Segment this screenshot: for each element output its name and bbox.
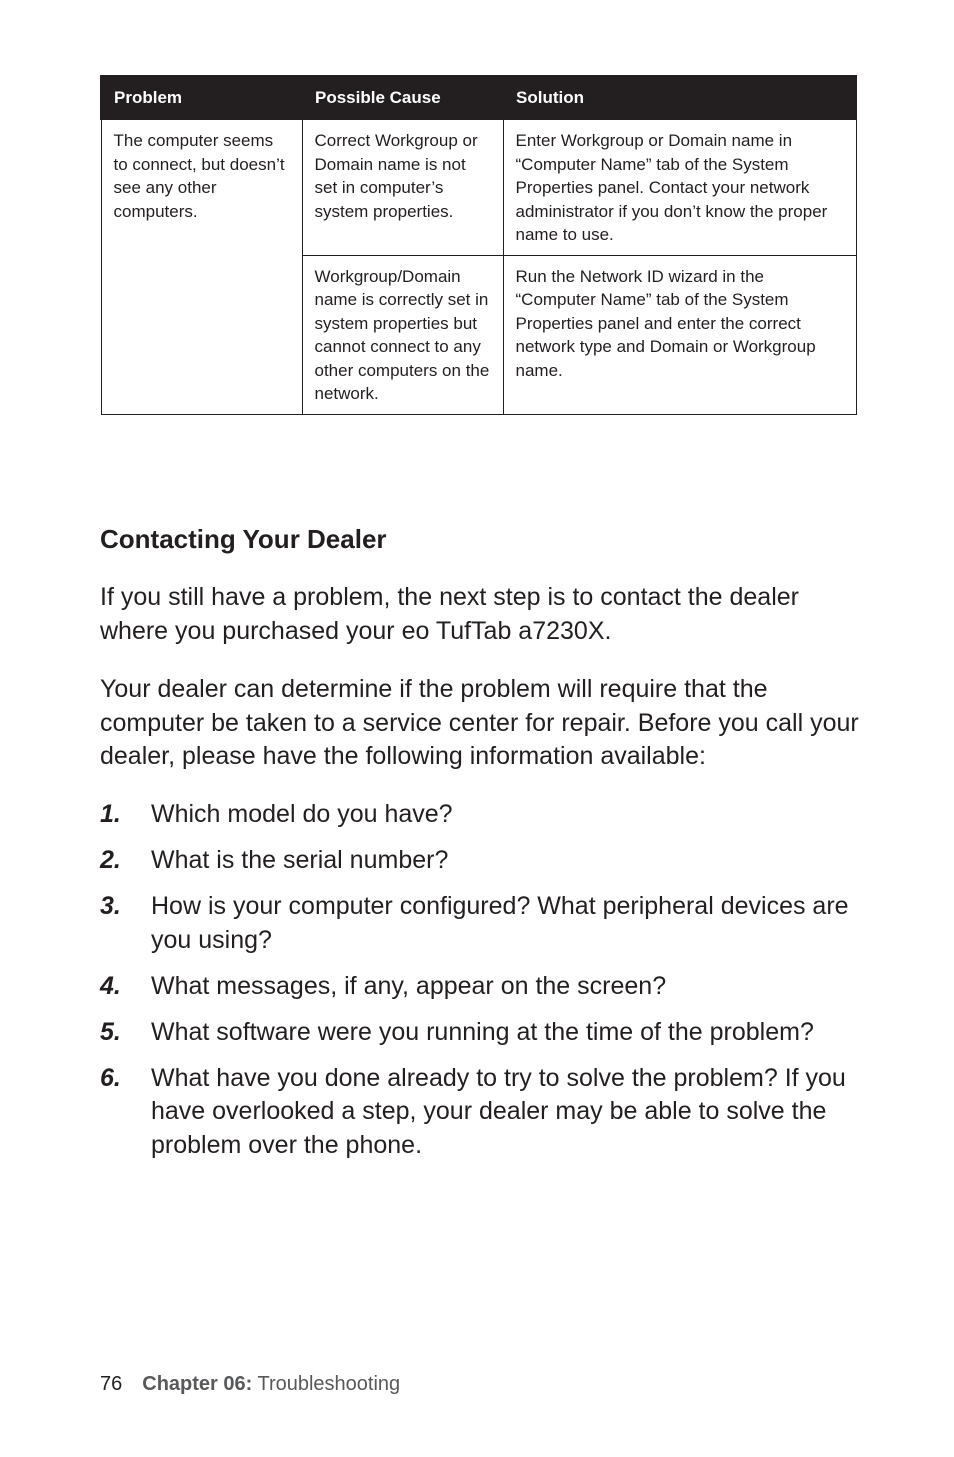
solution-cell: Enter Workgroup or Domain name in “Computer Name” tab of the System Properties panel. Contact your network administrator if you don’t know the proper name to use.	[503, 119, 856, 255]
list-item	[100, 1062, 860, 1163]
list-item	[100, 970, 860, 1004]
list-text: How is your computer configured? What peripheral devices are you using?	[151, 892, 849, 954]
problem-cell-continued	[101, 255, 302, 414]
header-possible-cause: Possible Cause	[302, 76, 503, 119]
header-problem: Problem	[101, 76, 302, 119]
header-solution: Solution	[503, 76, 856, 119]
list-text: What software were you running at the time of the problem?	[151, 1017, 814, 1046]
list-text: What messages, if any, appear on the screen?	[151, 971, 667, 1000]
table-row	[101, 255, 856, 414]
checklist	[100, 798, 860, 1175]
paragraph: Your dealer can determine if the problem will require that the computer be taken to a service center for repair. Before you call your dealer, please have the following information available:	[100, 675, 859, 770]
chapter-title: Troubleshooting	[257, 1373, 401, 1395]
page-number: 76	[100, 1373, 123, 1395]
list-number: 2.	[100, 846, 121, 874]
table-row	[101, 119, 856, 255]
section-title: Contacting Your Dealer	[100, 524, 387, 554]
list-number: 5.	[100, 1017, 121, 1046]
solution-cell: Run the Network ID wizard in the “Computer Name” tab of the System Properties panel and enter the correct network type and Domain or Workgroup name.	[503, 255, 856, 414]
list-item	[100, 890, 860, 957]
paragraph: If you still have a problem, the next step is to contact the dealer where you purchased your eo TufTab a7230X.	[100, 583, 799, 645]
cause-cell: Correct Workgroup or Domain name is not set in computer’s system properties.	[302, 119, 503, 255]
list-item	[100, 798, 860, 832]
list-item	[100, 1016, 860, 1050]
list-text: Which model do you have?	[151, 800, 453, 828]
list-number: 6.	[100, 1063, 121, 1092]
list-text: What is the serial number?	[151, 846, 449, 874]
table-header-row	[101, 76, 856, 119]
cause-cell: Workgroup/Domain name is correctly set in system properties but cannot connect to any other computers on the network.	[302, 255, 503, 414]
list-number: 3.	[100, 892, 121, 920]
page-footer	[100, 1370, 400, 1398]
troubleshooting-table	[100, 75, 857, 415]
list-item	[100, 844, 860, 878]
chapter-label: Chapter 06:	[142, 1373, 253, 1395]
problem-cell: The computer seems to connect, but doesn’t see any other computers.	[101, 119, 302, 255]
list-text: What have you done already to try to solve the problem? If you have overlooked a step, your dealer may be able to solve the problem over the phone.	[151, 1063, 846, 1159]
list-number: 4.	[100, 971, 121, 1000]
list-number: 1.	[100, 800, 121, 828]
